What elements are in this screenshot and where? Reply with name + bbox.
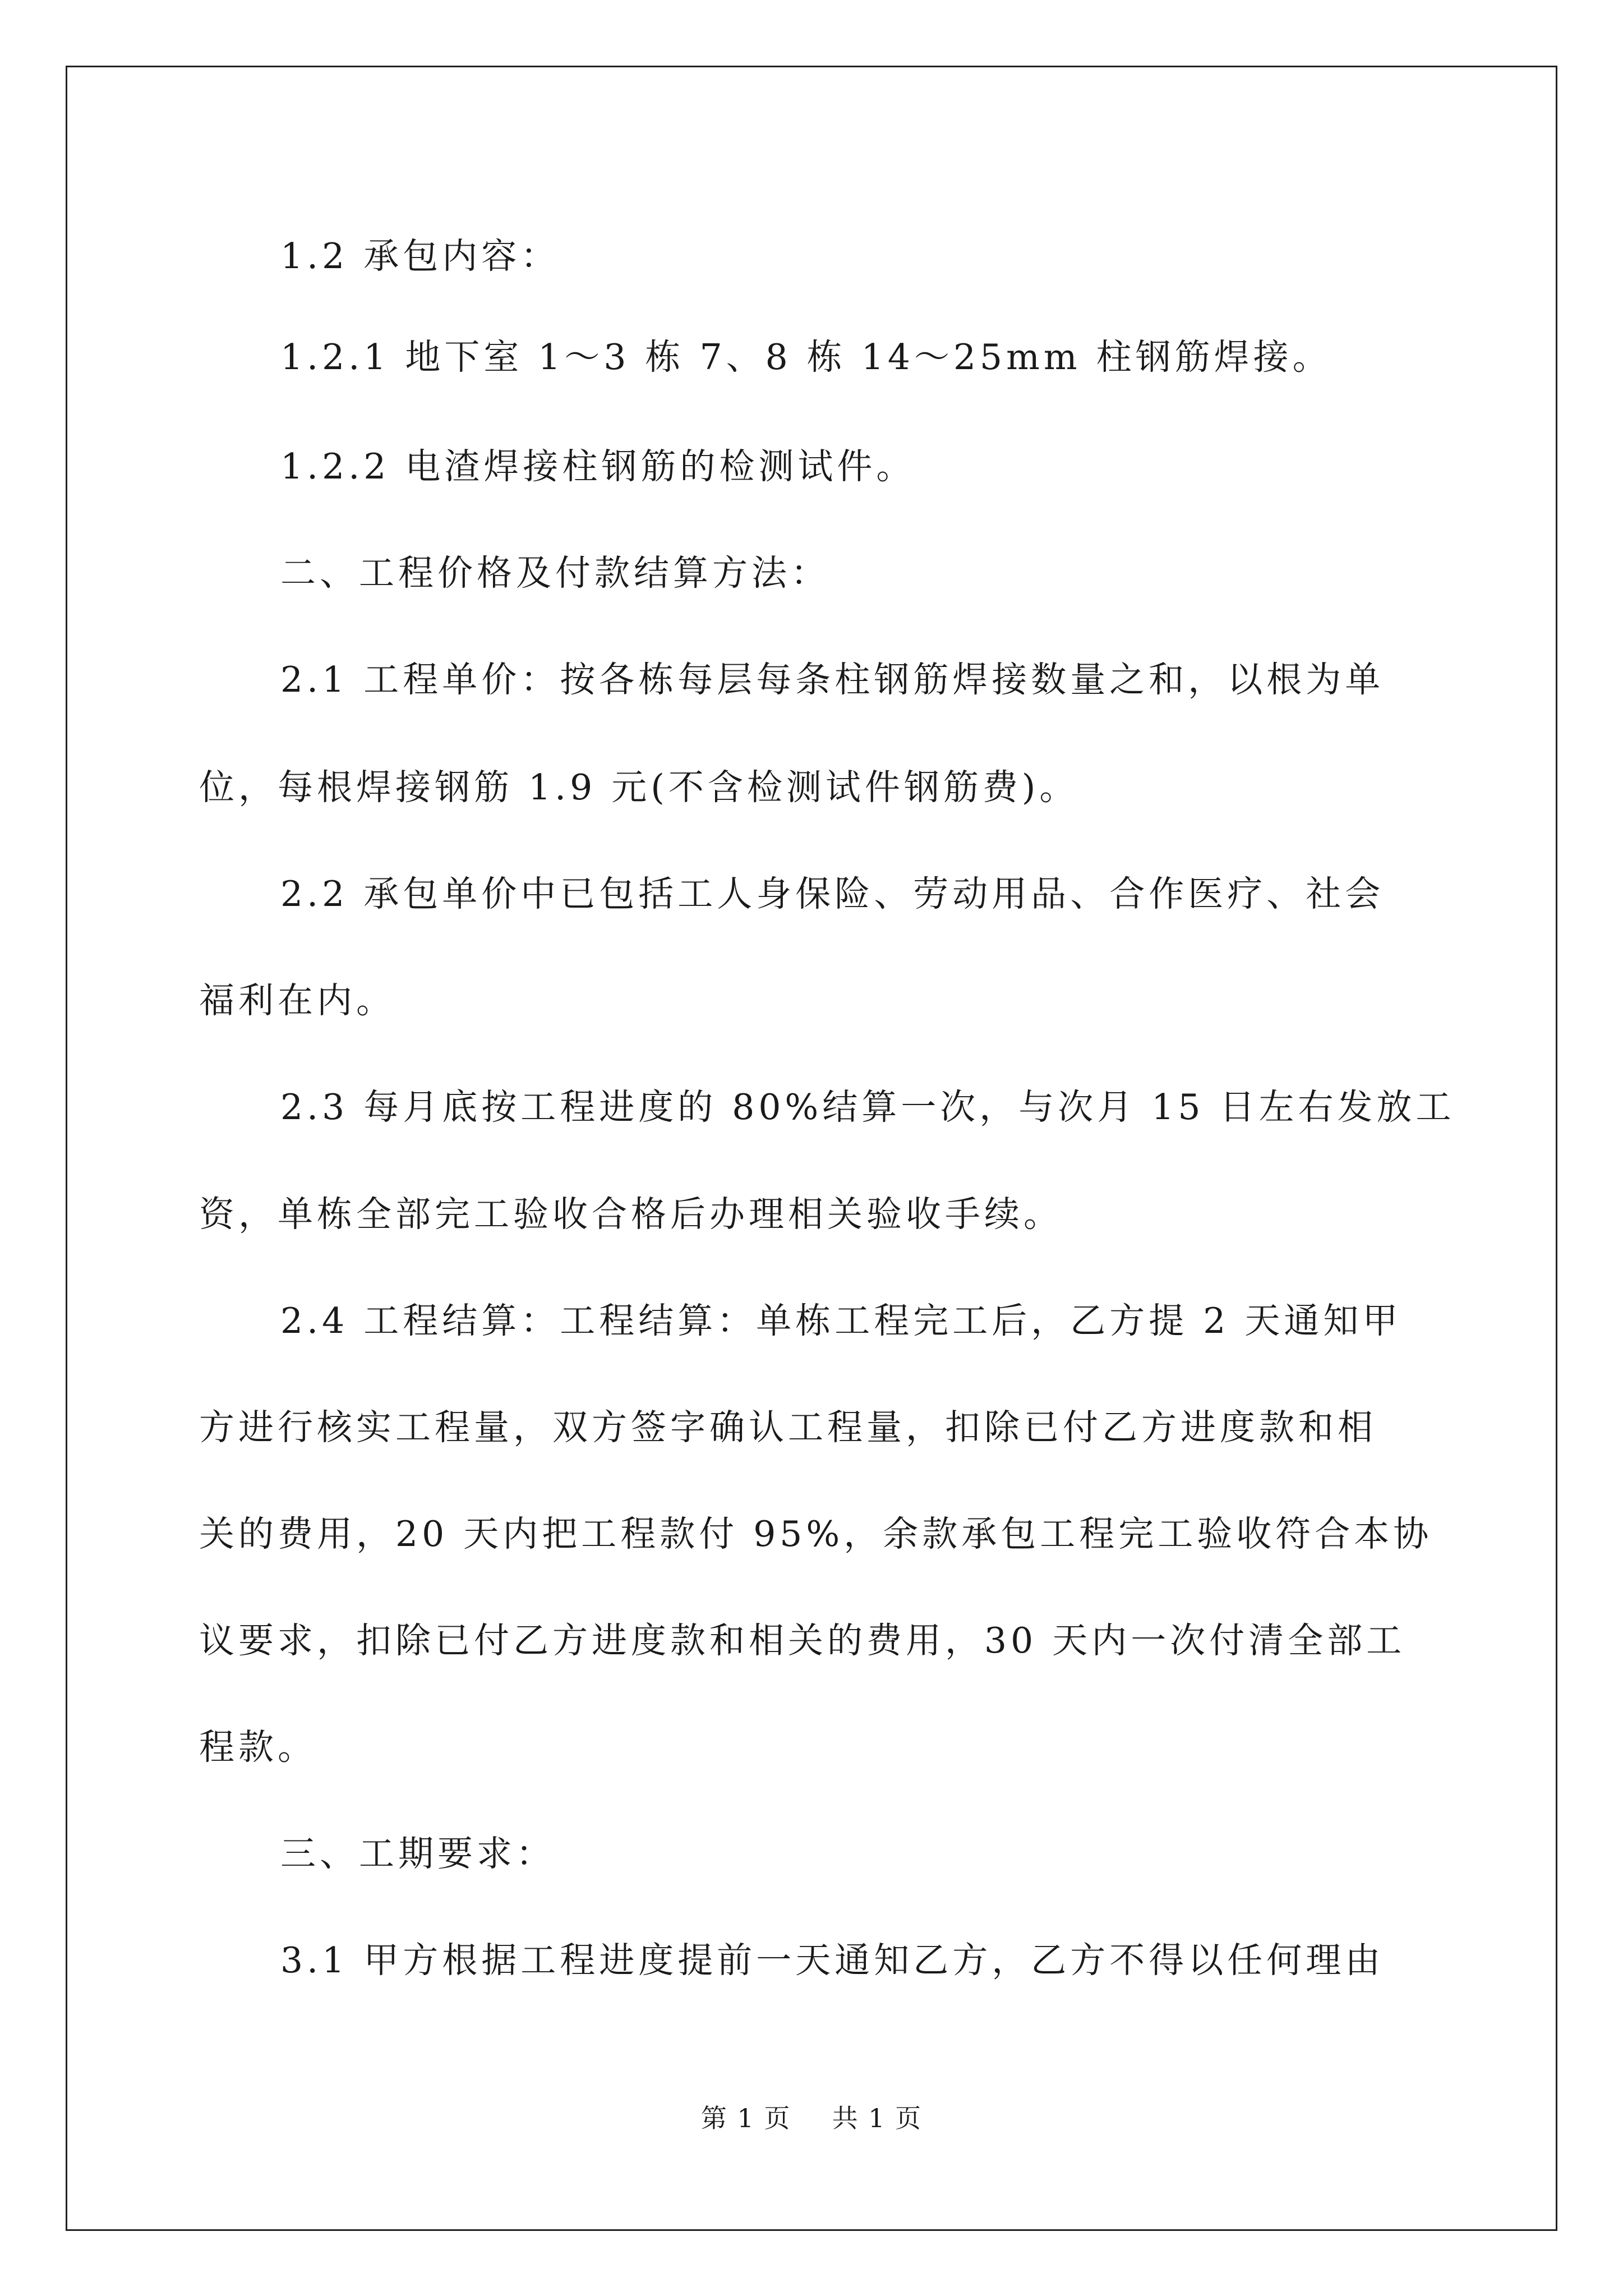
page-footer	[0, 2098, 1623, 2135]
section-heading: 二、工程价格及付款结算方法：	[280, 553, 830, 593]
page-border	[66, 66, 1557, 2231]
paragraph-line: 议要求，扣除已付乙方进度款和相关的费用，30 天内一次付清全部工	[199, 1620, 1406, 1661]
paragraph-line: 2.2 承包单价中已包括工人身保险、劳动用品、合作医疗、社会	[280, 873, 1385, 914]
page-number: 第 1 页	[700, 2103, 791, 2133]
paragraph-line: 3.1 甲方根据工程进度提前一天通知乙方，乙方不得以任何理由	[280, 1940, 1385, 1981]
paragraph-line: 2.1 工程单价：按各栋每层每条柱钢筋焊接数量之和，以根为单	[280, 659, 1385, 700]
page-total: 共 1 页	[832, 2103, 923, 2133]
paragraph-line: 方进行核实工程量，双方签字确认工程量，扣除已付乙方进度款和相	[199, 1407, 1377, 1448]
paragraph-line: 资，单栋全部完工验收合格后办理相关验收手续。	[199, 1194, 1063, 1235]
paragraph-line: 福利在内。	[199, 980, 395, 1021]
paragraph-line: 1.2.1 地下室 1～3 栋 7、8 栋 14～25mm 柱钢筋焊接。	[280, 337, 1332, 378]
section-heading: 三、工期要求：	[280, 1833, 555, 1874]
paragraph-line: 2.4 工程结算：工程结算：单栋工程完工后，乙方提 2 天通知甲	[280, 1300, 1402, 1341]
paragraph-line: 2.3 每月底按工程进度的 80%结算一次，与次月 15 日左右发放工	[280, 1087, 1455, 1128]
paragraph-line: 位，每根焊接钢筋 1.9 元(不含检测试件钢筋费)。	[199, 767, 1079, 808]
paragraph-line: 关的费用，20 天内把工程款付 95%，余款承包工程完工验收符合本协	[199, 1513, 1433, 1554]
paragraph-line: 1.2 承包内容：	[280, 236, 560, 277]
paragraph-line: 1.2.2 电渣焊接柱钢筋的检测试件。	[280, 446, 916, 487]
paragraph-line: 程款。	[199, 1727, 317, 1768]
